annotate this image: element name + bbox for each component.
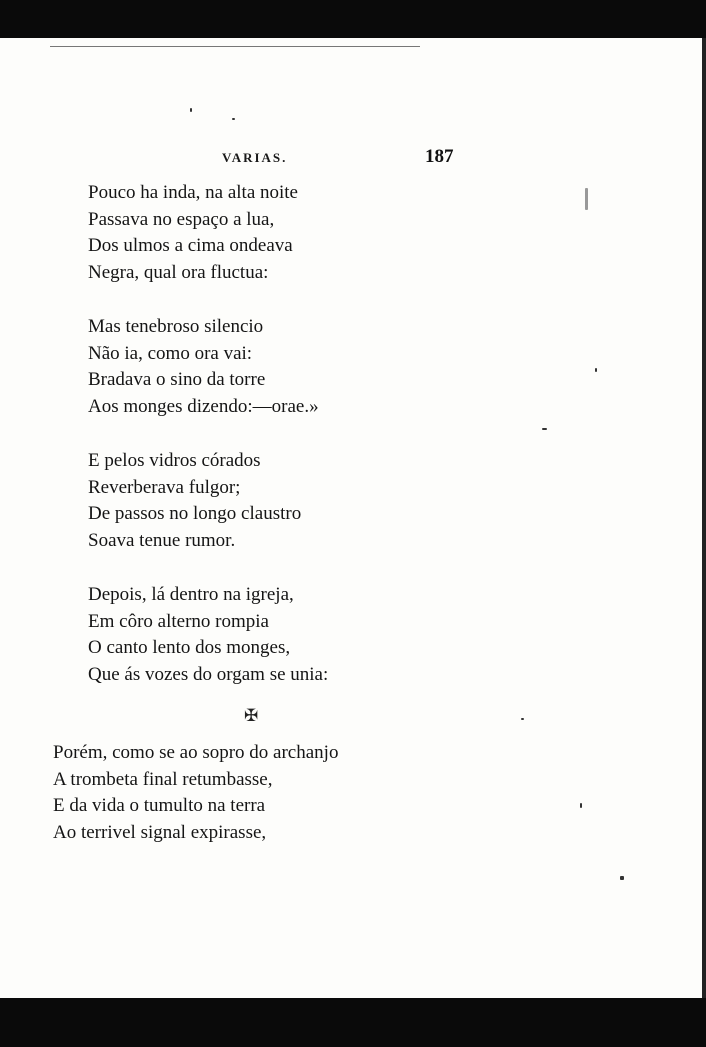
- final-stanza: [53, 740, 338, 846]
- verse-line: Bradava o sino da torre: [88, 369, 266, 390]
- verse-line: Soava tenue rumor.: [88, 529, 236, 551]
- verse-line: Que ás vozes do orgam se unia:: [88, 663, 329, 685]
- stanza-3: [88, 448, 301, 554]
- verse-line: De passos no longo claustro: [88, 503, 302, 524]
- scan-speck: [585, 188, 588, 210]
- page-number: 187: [425, 146, 454, 167]
- verse-line: Porém, como se ao sopro do archanjo: [53, 742, 339, 763]
- verse-line: E pelos vidros córados: [88, 450, 261, 471]
- verse-line: Dos ulmos a cima ondeava: [88, 235, 293, 256]
- verse-line: E da vida o tumulto na terra: [53, 795, 266, 816]
- verse-line: Negra, qual ora fluctua:: [88, 261, 269, 283]
- scan-speck: [190, 108, 192, 112]
- top-rule: [50, 46, 420, 47]
- scan-speck: [595, 368, 597, 372]
- running-head: VARIAS.: [222, 150, 288, 165]
- verse-line: Pouco ha inda, na alta noite: [88, 182, 298, 203]
- stanza-2: [88, 314, 319, 420]
- verse-line: Em côro alterno rompia: [88, 610, 269, 632]
- book-page: [0, 38, 706, 998]
- verse-line: O canto lento dos monges,: [88, 637, 291, 658]
- scan-speck: [542, 428, 547, 430]
- verse-line: Depois, lá dentro na igreja,: [88, 584, 294, 605]
- ornament-icon: ✠: [244, 706, 259, 725]
- stanza-4: [88, 582, 328, 688]
- verse-line: Reverberava fulgor;: [88, 476, 241, 498]
- scan-speck: [232, 118, 235, 120]
- stanza-1: [88, 180, 298, 286]
- verse-line: Não ia, como ora vai:: [88, 342, 253, 364]
- scan-speck: [521, 718, 524, 720]
- scan-speck: [620, 876, 624, 880]
- scan-speck: [580, 803, 582, 808]
- verse-line: Passava no espaço a lua,: [88, 208, 275, 230]
- verse-line: Mas tenebroso silencio: [88, 316, 264, 337]
- page-header: [0, 146, 706, 170]
- verse-line: A trombeta final retumbasse,: [53, 768, 273, 790]
- verse-line: Aos monges dizendo:—orae.»: [88, 395, 319, 417]
- verse-line: Ao terrivel signal expirasse,: [53, 821, 267, 843]
